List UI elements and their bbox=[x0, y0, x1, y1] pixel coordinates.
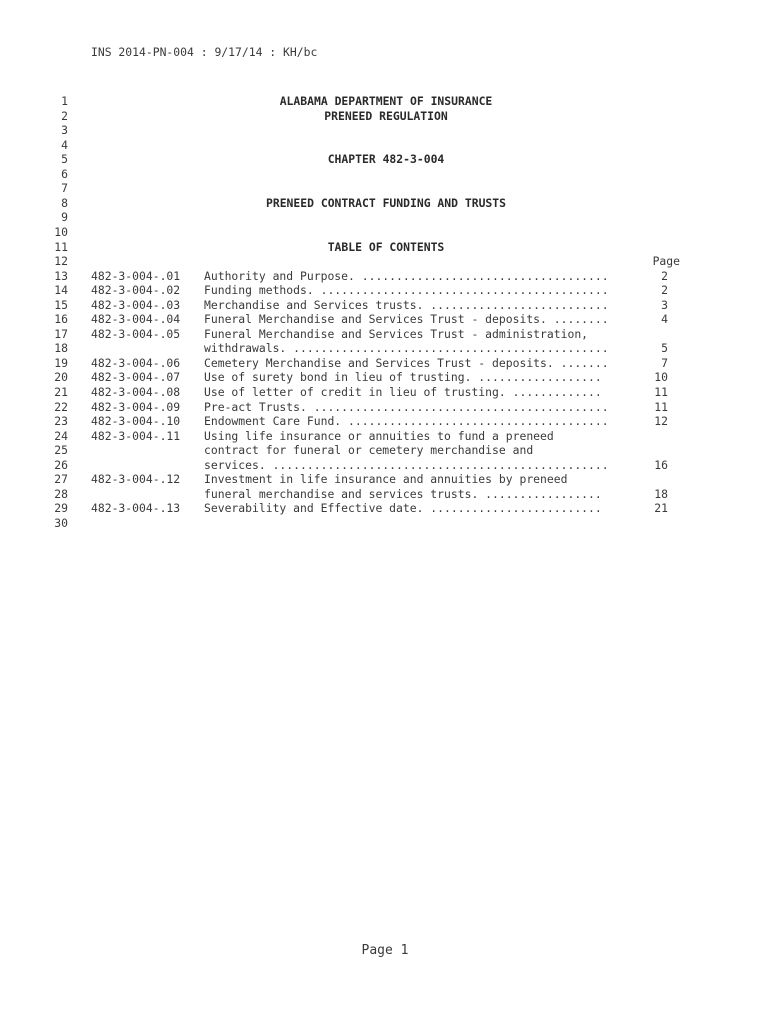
section-title: contract for funeral or cemetery merchandise and bbox=[204, 443, 534, 458]
document-header: INS 2014-PN-004 : 9/17/14 : KH/bc bbox=[91, 45, 318, 59]
section-title: Use of surety bond in lieu of trusting. .................. bbox=[204, 370, 602, 385]
line-number: 2 bbox=[61, 108, 68, 123]
page-number: 12 bbox=[654, 414, 668, 429]
page-number: 2 bbox=[661, 268, 668, 283]
section-number: 482-3-004-.02 bbox=[91, 283, 181, 298]
section-title: Funeral Merchandise and Services Trust - administration, bbox=[204, 326, 589, 341]
document-line bbox=[0, 501, 770, 516]
document-line bbox=[0, 109, 770, 124]
document-line bbox=[0, 269, 770, 284]
page-number: 3 bbox=[661, 297, 668, 312]
line-number: 16 bbox=[54, 312, 68, 327]
document-line bbox=[0, 458, 770, 473]
line-number: 18 bbox=[54, 341, 68, 356]
line-number: 3 bbox=[61, 123, 68, 138]
page-number: 7 bbox=[661, 355, 668, 370]
document-line bbox=[0, 298, 770, 313]
line-number: 20 bbox=[54, 370, 68, 385]
heading-text: CHAPTER 482-3-004 bbox=[327, 152, 445, 167]
page-number: 5 bbox=[661, 341, 668, 356]
page-number: 10 bbox=[654, 370, 668, 385]
page-column-heading: Page bbox=[652, 254, 680, 269]
document-line bbox=[0, 312, 770, 327]
document-line bbox=[0, 516, 770, 531]
document-line bbox=[0, 138, 770, 153]
line-number: 21 bbox=[54, 385, 68, 399]
document-line bbox=[0, 240, 770, 255]
line-number: 30 bbox=[54, 515, 68, 530]
line-number: 10 bbox=[54, 224, 68, 239]
heading-text: ALABAMA DEPARTMENT OF INSURANCE bbox=[279, 94, 493, 108]
page-number: 11 bbox=[654, 385, 668, 399]
section-title: withdrawals. .............................................. bbox=[204, 341, 609, 356]
line-number: 15 bbox=[54, 297, 68, 312]
section-number: 482-3-004-.06 bbox=[91, 355, 181, 370]
page-number: 18 bbox=[654, 486, 668, 501]
heading-text: TABLE OF CONTENTS bbox=[327, 239, 445, 254]
section-title: Funeral Merchandise and Services Trust - deposits. ........ bbox=[204, 312, 609, 327]
document-line bbox=[0, 210, 770, 225]
section-number: 482-3-004-.13 bbox=[91, 501, 181, 516]
line-number: 26 bbox=[54, 457, 68, 472]
line-number: 4 bbox=[61, 137, 68, 152]
section-number: 482-3-004-.05 bbox=[91, 326, 181, 341]
page-number: 2 bbox=[661, 283, 668, 298]
line-number: 9 bbox=[61, 210, 68, 225]
document-line bbox=[0, 429, 770, 444]
line-number: 12 bbox=[54, 254, 68, 269]
section-title: Using life insurance or annuities to fund a preneed bbox=[204, 428, 554, 443]
document-line bbox=[0, 181, 770, 196]
document-line bbox=[0, 225, 770, 240]
line-number: 1 bbox=[61, 94, 68, 108]
section-title: Investment in life insurance and annuities by preneed bbox=[204, 472, 568, 487]
section-title: Severability and Effective date. ......................... bbox=[204, 501, 602, 516]
document-line bbox=[0, 443, 770, 458]
page-number: 11 bbox=[654, 399, 668, 414]
page-footer: Page 1 bbox=[361, 943, 409, 958]
document-line bbox=[0, 472, 770, 487]
section-number: 482-3-004-.01 bbox=[91, 268, 181, 283]
heading-text: PRENEED REGULATION bbox=[324, 108, 448, 123]
line-number: 27 bbox=[54, 472, 68, 487]
line-number: 29 bbox=[54, 501, 68, 516]
document-line bbox=[0, 327, 770, 342]
document-line bbox=[0, 414, 770, 429]
page-number: 21 bbox=[654, 501, 668, 516]
line-number: 22 bbox=[54, 399, 68, 414]
section-title: Use of letter of credit in lieu of trusting. ............. bbox=[204, 385, 602, 399]
line-number: 5 bbox=[61, 152, 68, 167]
section-number: 482-3-004-.11 bbox=[91, 428, 181, 443]
line-number: 24 bbox=[54, 428, 68, 443]
line-number: 17 bbox=[54, 326, 68, 341]
document-line bbox=[0, 254, 770, 269]
section-number: 482-3-004-.10 bbox=[91, 414, 181, 429]
section-number: 482-3-004-.04 bbox=[91, 312, 181, 327]
section-title: services. ................................................. bbox=[204, 457, 609, 472]
document-line bbox=[0, 370, 770, 385]
line-number: 8 bbox=[61, 195, 68, 210]
document-line bbox=[0, 196, 770, 211]
document-line bbox=[0, 152, 770, 167]
line-number: 7 bbox=[61, 181, 68, 196]
document-line bbox=[0, 356, 770, 371]
document-line bbox=[0, 167, 770, 182]
section-title: Funding methods. .......................................... bbox=[204, 283, 609, 298]
line-number: 6 bbox=[61, 166, 68, 181]
document-line bbox=[0, 123, 770, 138]
heading-text: PRENEED CONTRACT FUNDING AND TRUSTS bbox=[265, 195, 507, 210]
section-number: 482-3-004-.12 bbox=[91, 472, 181, 487]
document-line bbox=[0, 487, 770, 502]
line-number: 11 bbox=[54, 239, 68, 254]
section-number: 482-3-004-.09 bbox=[91, 399, 181, 414]
section-title: Cemetery Merchandise and Services Trust - deposits. ....... bbox=[204, 355, 609, 370]
line-number: 19 bbox=[54, 355, 68, 370]
line-number: 14 bbox=[54, 283, 68, 298]
line-number: 28 bbox=[54, 486, 68, 501]
section-title: Pre-act Trusts. ........................................... bbox=[204, 399, 609, 414]
section-number: 482-3-004-.07 bbox=[91, 370, 181, 385]
document-line bbox=[0, 283, 770, 298]
page-number: 16 bbox=[654, 457, 668, 472]
page-number: 4 bbox=[661, 312, 668, 327]
document-line bbox=[0, 385, 770, 400]
section-number: 482-3-004-.08 bbox=[91, 385, 181, 399]
document-line bbox=[0, 400, 770, 415]
line-number: 23 bbox=[54, 414, 68, 429]
section-number: 482-3-004-.03 bbox=[91, 297, 181, 312]
section-title: funeral merchandise and services trusts. ................. bbox=[204, 486, 602, 501]
line-number: 25 bbox=[54, 443, 68, 458]
section-title: Authority and Purpose. .................................... bbox=[204, 268, 609, 283]
line-number: 13 bbox=[54, 268, 68, 283]
document-line bbox=[0, 94, 770, 109]
section-title: Merchandise and Services trusts. .......................... bbox=[204, 297, 609, 312]
document-line bbox=[0, 341, 770, 356]
section-title: Endowment Care Fund. ...................................... bbox=[204, 414, 609, 429]
